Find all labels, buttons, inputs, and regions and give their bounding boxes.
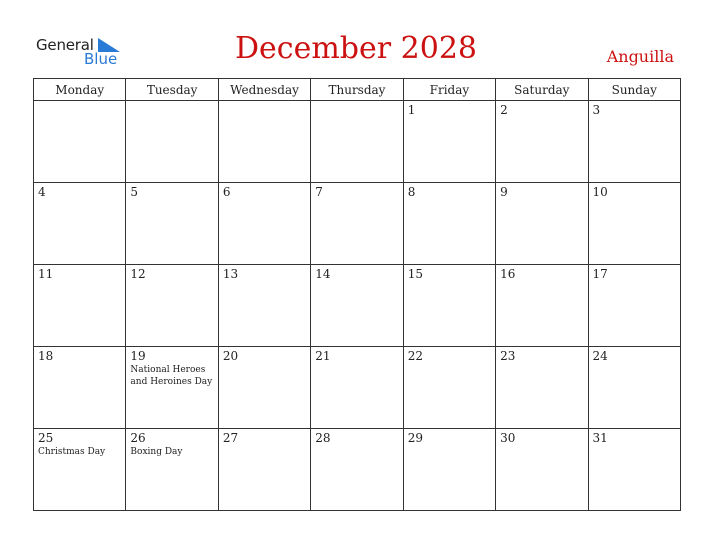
day-cell (218, 347, 310, 429)
day-number: 17 (592, 267, 608, 281)
day-number: 20 (222, 349, 239, 363)
day-number: 4 (38, 185, 46, 199)
day-number: 8 (407, 185, 416, 199)
day-number: 13 (222, 267, 239, 281)
day-number: 2 (500, 103, 508, 117)
day-cell (34, 265, 126, 347)
day-number: 28 (315, 431, 331, 445)
day-cell (588, 265, 680, 347)
week-row (34, 183, 681, 265)
day-number: 15 (407, 267, 423, 281)
day-number: 23 (500, 349, 516, 363)
day-number: 14 (315, 267, 331, 281)
logo-text-blue: Blue (84, 50, 118, 68)
day-cell (496, 101, 588, 183)
day-cell (126, 183, 218, 265)
day-cell (403, 183, 495, 265)
day-number: 3 (592, 103, 601, 117)
weekday-header: Thursday (311, 79, 403, 101)
day-cell (588, 183, 680, 265)
day-cell (126, 101, 218, 183)
weekday-header: Tuesday (126, 79, 218, 101)
day-cell (311, 265, 403, 347)
country-name: Anguilla (606, 47, 674, 66)
day-cell (403, 347, 495, 429)
weekday-header: Friday (403, 79, 495, 101)
holiday-label: National Heroes and Heroines Day (130, 365, 213, 387)
day-cell (588, 347, 680, 429)
day-number: 22 (407, 349, 423, 363)
day-cell (311, 183, 403, 265)
day-number: 1 (407, 103, 416, 117)
day-number: 24 (592, 349, 608, 363)
day-cell (403, 101, 495, 183)
calendar-grid (33, 78, 681, 511)
day-number: 26 (130, 431, 146, 445)
day-cell (218, 183, 310, 265)
day-number: 5 (130, 185, 139, 199)
day-cell (588, 101, 680, 183)
day-cell (496, 183, 588, 265)
day-number: 10 (592, 185, 608, 199)
day-cell (496, 265, 588, 347)
day-cell (34, 183, 126, 265)
day-cell (588, 429, 680, 511)
day-cell (126, 429, 218, 511)
week-row (34, 347, 681, 429)
holiday-label: Boxing Day (130, 447, 183, 457)
day-number: 7 (315, 185, 323, 199)
day-cell (218, 429, 310, 511)
day-cell (496, 429, 588, 511)
day-cell (496, 347, 588, 429)
day-cell (311, 429, 403, 511)
weekday-header: Saturday (496, 79, 588, 101)
day-number: 29 (407, 431, 423, 445)
day-cell (34, 429, 126, 511)
day-number: 25 (38, 431, 54, 445)
day-number: 18 (38, 349, 54, 363)
day-cell (126, 347, 218, 429)
day-cell (311, 101, 403, 183)
day-cell (218, 265, 310, 347)
week-row (34, 101, 681, 183)
weekday-header: Sunday (588, 79, 680, 101)
weekday-header: Wednesday (218, 79, 310, 101)
day-number: 9 (500, 185, 508, 199)
weekday-header-row (34, 79, 681, 101)
day-number: 31 (592, 431, 608, 445)
day-cell (403, 429, 495, 511)
day-number: 27 (222, 431, 239, 445)
day-cell (34, 347, 126, 429)
day-number: 19 (130, 349, 146, 363)
day-number: 21 (315, 349, 331, 363)
day-cell (34, 101, 126, 183)
day-number: 12 (130, 267, 146, 281)
week-row (34, 429, 681, 511)
week-row (34, 265, 681, 347)
logo-text-general: General (36, 36, 94, 54)
day-number: 30 (500, 431, 516, 445)
weekday-header: Monday (34, 79, 126, 101)
day-cell (126, 265, 218, 347)
calendar-title: December 2028 (235, 31, 477, 66)
day-cell (311, 347, 403, 429)
day-number: 16 (500, 267, 516, 281)
day-cell (218, 101, 310, 183)
day-number: 11 (38, 267, 54, 281)
day-number: 6 (222, 185, 231, 199)
holiday-label: Christmas Day (38, 447, 106, 457)
day-cell (403, 265, 495, 347)
